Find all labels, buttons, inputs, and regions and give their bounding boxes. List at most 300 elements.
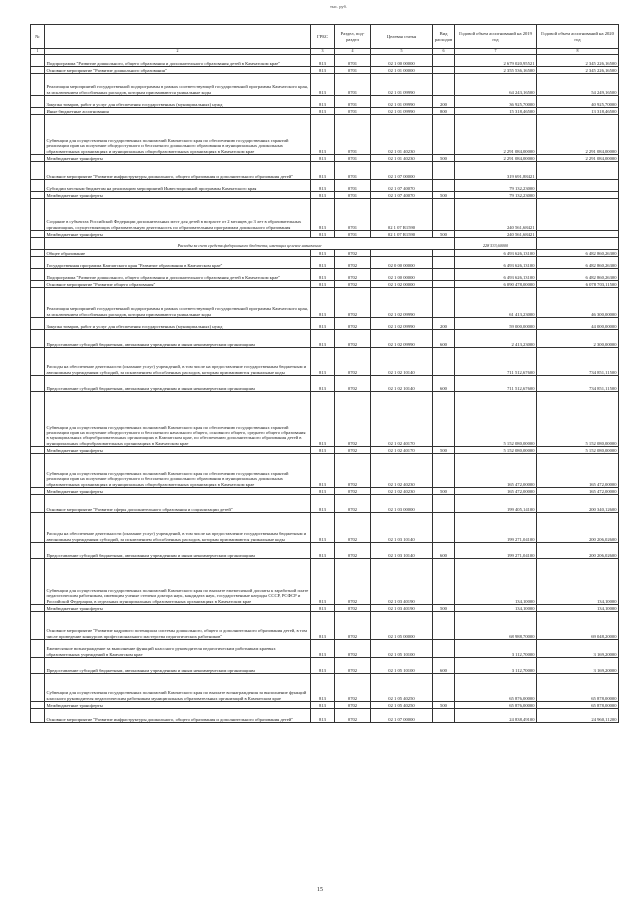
cell-no bbox=[31, 318, 45, 330]
cell-sum-2020: 2 291 084,00000 bbox=[537, 155, 619, 162]
cell-expense-type bbox=[433, 640, 455, 658]
cell-no bbox=[31, 513, 45, 543]
cell-sum-2020 bbox=[537, 162, 619, 180]
cell-sum-2020 bbox=[537, 199, 619, 231]
cell-sum-2020: 2 291 084,00000 bbox=[537, 115, 619, 155]
cell-target: 02 1 05 10100 bbox=[371, 658, 433, 674]
cell-name: Субвенции для осуществления государственных полномочий Камчатского края по обеспечению государственных гарантий реализации прав на получение общедоступного и бесплатного дошкольного образования в муниципальных дошкольных образовательных организациях и муниципальных общеобразовательных организациях в Камчатском крае bbox=[45, 115, 311, 155]
cell-name: Межбюджетные трансферты bbox=[45, 447, 311, 454]
cell-expense-type bbox=[433, 392, 455, 447]
table-row bbox=[31, 96, 619, 108]
cell-no bbox=[31, 238, 45, 250]
cell-target: 02 1 02 09990 bbox=[371, 330, 433, 348]
cell-target: 02 1 05 10100 bbox=[371, 640, 433, 658]
cell-expense-type: 500 bbox=[433, 192, 455, 199]
cell-grbs: 813 bbox=[311, 330, 335, 348]
cell-grbs: 813 bbox=[311, 488, 335, 495]
budget-page bbox=[30, 24, 618, 723]
cell-sum-2020: 5 152 080,00000 bbox=[537, 447, 619, 454]
cell-sum-2020: 734 851,11500 bbox=[537, 376, 619, 392]
cell-target: 02 1 03 00000 bbox=[371, 495, 433, 513]
table-row bbox=[31, 488, 619, 495]
cell-grbs: 813 bbox=[311, 269, 335, 281]
cell-sum-2019: 2 413,23000 bbox=[455, 330, 537, 348]
cell-no bbox=[31, 640, 45, 658]
cell-sum-2019: 59 000,00000 bbox=[455, 318, 537, 330]
cell-section: 0701 bbox=[335, 67, 371, 74]
cell-grbs: 813 bbox=[311, 454, 335, 488]
cell-section: 0702 bbox=[335, 392, 371, 447]
cell-no bbox=[31, 115, 45, 155]
cell-no bbox=[31, 495, 45, 513]
cell-expense-type bbox=[433, 674, 455, 702]
cell-grbs: 813 bbox=[311, 318, 335, 330]
cell-no bbox=[31, 348, 45, 376]
cell-grbs: 813 bbox=[311, 348, 335, 376]
cell-section: 0702 bbox=[335, 376, 371, 392]
cell-no bbox=[31, 162, 45, 180]
cell-grbs: 813 bbox=[311, 674, 335, 702]
cell-name: Закупка товаров, работ и услуг для обеспечения государственных (муниципальных) нужд bbox=[45, 96, 311, 108]
cell-expense-type: 500 bbox=[433, 155, 455, 162]
cell-section: 0702 bbox=[335, 288, 371, 318]
cell-sum-2019: 240 561,68421 bbox=[455, 231, 537, 238]
cell-section: 0702 bbox=[335, 488, 371, 495]
cell-name: Основное мероприятие "Развитие кадрового потенциала системы дошкольного, общего и дополнительного образования детей, в том числе проведение конкурсов профессионального мастерства педагогических работников" bbox=[45, 612, 311, 640]
cell-name: Межбюджетные трансферты bbox=[45, 192, 311, 199]
cell-grbs: 813 bbox=[311, 709, 335, 723]
cell-section: 0702 bbox=[335, 318, 371, 330]
table-row bbox=[31, 180, 619, 192]
cell-sum-2019: 134,10000 bbox=[455, 559, 537, 605]
cell-sum-2020: 165 472,00000 bbox=[537, 454, 619, 488]
cell-sum-2019: 2 679 020,95521 bbox=[455, 55, 537, 67]
cell-sum-2020 bbox=[537, 180, 619, 192]
cell-section: 0701 bbox=[335, 180, 371, 192]
cell-expense-type bbox=[433, 281, 455, 288]
cell-target: 02 1 01 40230 bbox=[371, 155, 433, 162]
cell-expense-type bbox=[433, 709, 455, 723]
cell-expense-type bbox=[433, 559, 455, 605]
cell-target: 02 1 01 09990 bbox=[371, 74, 433, 96]
cell-grbs: 813 bbox=[311, 640, 335, 658]
cell-sum-2019: 61 413,23000 bbox=[455, 288, 537, 318]
cell-note: Расходы за счет средств федерального бюджета, имеющих целевое назначение bbox=[45, 238, 455, 250]
cell-sum-2020: 6 482 860,26300 bbox=[537, 269, 619, 281]
cell-no bbox=[31, 250, 45, 257]
budget-table bbox=[30, 24, 619, 723]
cell-name: Субвенции для осуществления государственных полномочий Камчатского края по выплате вознаграждения за выполнение функций классного руководителя педагогическим работникам муниципальных образовательных организаций в Камчатском крае bbox=[45, 674, 311, 702]
cell-sum-2019: 2 291 084,00000 bbox=[455, 115, 537, 155]
cell-no bbox=[31, 543, 45, 559]
cell-section: 0701 bbox=[335, 155, 371, 162]
col-index: 7 bbox=[455, 49, 537, 55]
cell-expense-type: 600 bbox=[433, 658, 455, 674]
cell-section: 0702 bbox=[335, 269, 371, 281]
table-row bbox=[31, 709, 619, 723]
cell-no bbox=[31, 330, 45, 348]
cell-target: 02 1 02 40230 bbox=[371, 454, 433, 488]
cell-grbs: 813 bbox=[311, 257, 335, 269]
cell-grbs: 813 bbox=[311, 162, 335, 180]
cell-section: 0702 bbox=[335, 612, 371, 640]
table-row bbox=[31, 257, 619, 269]
cell-no bbox=[31, 199, 45, 231]
table-row bbox=[31, 115, 619, 155]
cell-grbs: 813 bbox=[311, 55, 335, 67]
table-row bbox=[31, 288, 619, 318]
cell-sum-2020: 44 000,00000 bbox=[537, 318, 619, 330]
table-row bbox=[31, 447, 619, 454]
table-row bbox=[31, 281, 619, 288]
col-index: 1 bbox=[31, 49, 45, 55]
cell-grbs: 813 bbox=[311, 605, 335, 612]
cell-sum-2020: 69 048,20000 bbox=[537, 612, 619, 640]
cell-name: Общее образование bbox=[45, 250, 311, 257]
cell-sum-2020: 65 878,00000 bbox=[537, 702, 619, 709]
cell-target: 02 1 03 10140 bbox=[371, 513, 433, 543]
table-row bbox=[31, 702, 619, 709]
cell-no bbox=[31, 180, 45, 192]
cell-sum-2019: 165 472,00000 bbox=[455, 454, 537, 488]
cell-sum-2019: 65 876,00000 bbox=[455, 674, 537, 702]
cell-section: 0702 bbox=[335, 709, 371, 723]
cell-name: Реализация мероприятий государственной подпрограммы в рамках соответствующей государственной программы Камчатского края, за исключением обособленных расходов, которым присваиваются уникальные коды bbox=[45, 288, 311, 318]
cell-grbs: 813 bbox=[311, 495, 335, 513]
table-row bbox=[31, 392, 619, 447]
cell-no bbox=[31, 257, 45, 269]
cell-expense-type bbox=[433, 288, 455, 318]
cell-expense-type bbox=[433, 67, 455, 74]
cell-section: 0702 bbox=[335, 605, 371, 612]
cell-no bbox=[31, 67, 45, 74]
cell-sum-2020 bbox=[537, 192, 619, 199]
cell-expense-type: 500 bbox=[433, 231, 455, 238]
cell-target: 02 1 01 40230 bbox=[371, 115, 433, 155]
cell-sum-2020: 2 345 226,16500 bbox=[537, 67, 619, 74]
cell-sum-2019: 199 405,14100 bbox=[455, 495, 537, 513]
cell-target: 02 1 03 10140 bbox=[371, 543, 433, 559]
cell-sum-2019: 5 152 080,00000 bbox=[455, 447, 537, 454]
cell-expense-type bbox=[433, 495, 455, 513]
cell-section: 0702 bbox=[335, 559, 371, 605]
col-index: 2 bbox=[45, 49, 311, 55]
cell-name: Межбюджетные трансферты bbox=[45, 605, 311, 612]
cell-sum-2019: 6 493 626,13100 bbox=[455, 269, 537, 281]
cell-sum-2020: 6 078 703,11500 bbox=[537, 281, 619, 288]
cell-grbs: 813 bbox=[311, 513, 335, 543]
table-body bbox=[31, 55, 619, 723]
cell-target: 02 1 02 40170 bbox=[371, 392, 433, 447]
cell-section: 0702 bbox=[335, 281, 371, 288]
cell-expense-type bbox=[433, 74, 455, 96]
col-index: 4 bbox=[335, 49, 371, 55]
cell-no bbox=[31, 155, 45, 162]
cell-name: Расходы на обеспечение деятельности (оказание услуг) учреждений, в том числе на предоставление государственным бюджетным и автономным учреждениям субсидий, за исключением обособленных расходов, которым присваиваются уникальные коды bbox=[45, 513, 311, 543]
cell-name: Закупка товаров, работ и услуг для обеспечения государственных (муниципальных) нужд bbox=[45, 318, 311, 330]
cell-section: 0701 bbox=[335, 96, 371, 108]
cell-target: 02 1 05 00000 bbox=[371, 612, 433, 640]
table-row bbox=[31, 318, 619, 330]
cell-name: Предоставление субсидий бюджетным, автономным учреждениям и иным некоммерческим организациям bbox=[45, 543, 311, 559]
cell-name: Предоставление субсидий бюджетным, автономным учреждениям и иным некоммерческим организациям bbox=[45, 376, 311, 392]
cell-target: 02 1 01 09990 bbox=[371, 96, 433, 108]
cell-name: Межбюджетные трансферты bbox=[45, 488, 311, 495]
cell-no bbox=[31, 269, 45, 281]
cell-name: Подпрограмма "Развитие дошкольного, общего образования и дополнительного образования детей в Камчатском крае" bbox=[45, 269, 311, 281]
cell-expense-type bbox=[433, 513, 455, 543]
cell-grbs: 813 bbox=[311, 180, 335, 192]
cell-section: 0701 bbox=[335, 74, 371, 96]
header-section: Раздел, под-раздел bbox=[335, 25, 371, 49]
cell-grbs: 813 bbox=[311, 658, 335, 674]
cell-grbs: 813 bbox=[311, 447, 335, 454]
cell-target: 02 1 00 00000 bbox=[371, 269, 433, 281]
cell-target bbox=[371, 250, 433, 257]
units-note: тыс. руб. bbox=[330, 4, 348, 9]
cell-sum-2020: 2 345 226,16500 bbox=[537, 55, 619, 67]
cell-target: 02 0 00 00000 bbox=[371, 257, 433, 269]
table-row bbox=[31, 250, 619, 257]
cell-target: 02 1 07 00000 bbox=[371, 709, 433, 723]
cell-no bbox=[31, 192, 45, 199]
cell-grbs: 813 bbox=[311, 281, 335, 288]
cell-grbs: 813 bbox=[311, 192, 335, 199]
cell-sum-2019: 711 512,67600 bbox=[455, 376, 537, 392]
cell-no bbox=[31, 392, 45, 447]
header-name bbox=[45, 25, 311, 49]
cell-sum-2020: 200 206,02600 bbox=[537, 543, 619, 559]
table-row bbox=[31, 67, 619, 74]
cell-section: 0702 bbox=[335, 674, 371, 702]
table-row bbox=[31, 238, 619, 250]
cell-sum-2019: 64 243,16500 bbox=[455, 74, 537, 96]
cell-sum-2019: 134,10000 bbox=[455, 605, 537, 612]
cell-name: Межбюджетные трансферты bbox=[45, 702, 311, 709]
cell-grbs: 813 bbox=[311, 199, 335, 231]
cell-sum-2019: 3 112,70000 bbox=[455, 658, 537, 674]
table-row bbox=[31, 162, 619, 180]
cell-grbs: 813 bbox=[311, 250, 335, 257]
cell-sum-2020: 200 206,02600 bbox=[537, 513, 619, 543]
cell-sum-2019: 3 112,70000 bbox=[455, 640, 537, 658]
cell-grbs: 813 bbox=[311, 543, 335, 559]
cell-target: 02 1 00 00000 bbox=[371, 55, 433, 67]
cell-expense-type bbox=[433, 269, 455, 281]
cell-sum-2020: 5 152 080,00000 bbox=[537, 392, 619, 447]
cell-grbs: 813 bbox=[311, 67, 335, 74]
table-row bbox=[31, 674, 619, 702]
table-row bbox=[31, 605, 619, 612]
cell-sum-2019: 6 493 626,13100 bbox=[455, 250, 537, 257]
cell-name: Предоставление субсидий бюджетным, автономным учреждениям и иным некоммерческим организациям bbox=[45, 330, 311, 348]
cell-name: Подпрограмма "Развитие дошкольного, общего образования и дополнительного образования детей в Камчатском крае" bbox=[45, 55, 311, 67]
cell-sum-2019: 319 691,88421 bbox=[455, 162, 537, 180]
cell-expense-type bbox=[433, 115, 455, 155]
cell-expense-type: 600 bbox=[433, 543, 455, 559]
cell-expense-type: 500 bbox=[433, 702, 455, 709]
cell-section: 0702 bbox=[335, 513, 371, 543]
cell-grbs: 813 bbox=[311, 702, 335, 709]
cell-expense-type: 800 bbox=[433, 108, 455, 115]
cell-sum-2020 bbox=[537, 231, 619, 238]
cell-sum-2019: 5 152 080,00000 bbox=[455, 392, 537, 447]
cell-target: 02 1 02 09990 bbox=[371, 288, 433, 318]
cell-target: 02 1 07 40070 bbox=[371, 180, 433, 192]
cell-sum-2019: 15 318,46500 bbox=[455, 108, 537, 115]
cell-target: 02 1 05 40250 bbox=[371, 674, 433, 702]
cell-target: 02 1 01 09990 bbox=[371, 108, 433, 115]
table-row bbox=[31, 199, 619, 231]
cell-sum-2020: 134,10000 bbox=[537, 605, 619, 612]
cell-grbs: 813 bbox=[311, 155, 335, 162]
cell-target: 02 1 02 40230 bbox=[371, 488, 433, 495]
cell-target: 02 1 02 10140 bbox=[371, 376, 433, 392]
cell-target: 02 1 01 00000 bbox=[371, 67, 433, 74]
table-row bbox=[31, 612, 619, 640]
table-row bbox=[31, 330, 619, 348]
cell-expense-type bbox=[433, 55, 455, 67]
cell-expense-type: 200 bbox=[433, 318, 455, 330]
cell-name: Субсидии местным бюджетам на реализацию мероприятий Инвестиционной программы Камчатского края bbox=[45, 180, 311, 192]
cell-target: 02 1 03 40190 bbox=[371, 559, 433, 605]
cell-sum-2019: 199 271,04100 bbox=[455, 513, 537, 543]
cell-section: 0702 bbox=[335, 495, 371, 513]
cell-grbs: 813 bbox=[311, 96, 335, 108]
cell-grbs: 813 bbox=[311, 108, 335, 115]
cell-expense-type: 500 bbox=[433, 488, 455, 495]
cell-section: 0701 bbox=[335, 108, 371, 115]
cell-no bbox=[31, 709, 45, 723]
table-row bbox=[31, 269, 619, 281]
cell-section: 0702 bbox=[335, 543, 371, 559]
cell-no bbox=[31, 281, 45, 288]
col-index: 3 bbox=[311, 49, 335, 55]
cell-sum-2019: 36 925,70000 bbox=[455, 96, 537, 108]
cell-section: 0702 bbox=[335, 447, 371, 454]
table-row bbox=[31, 376, 619, 392]
cell-section: 0701 bbox=[335, 162, 371, 180]
cell-section: 0701 bbox=[335, 199, 371, 231]
cell-sum-2019: 6 493 626,13100 bbox=[455, 257, 537, 269]
table-row bbox=[31, 658, 619, 674]
cell-section: 0702 bbox=[335, 257, 371, 269]
cell-expense-type bbox=[433, 257, 455, 269]
table-row bbox=[31, 513, 619, 543]
cell-grbs: 813 bbox=[311, 288, 335, 318]
cell-no bbox=[31, 288, 45, 318]
cell-section: 0702 bbox=[335, 348, 371, 376]
cell-sum-2020: 165 472,00000 bbox=[537, 488, 619, 495]
cell-expense-type bbox=[433, 250, 455, 257]
cell-name: Ежемесячное вознаграждение за выполнение функций классного руководителя педагогическим работникам краевых образовательных учреждений в Камчатском крае bbox=[45, 640, 311, 658]
cell-sum-2020: 200 340,12600 bbox=[537, 495, 619, 513]
table-row bbox=[31, 155, 619, 162]
cell-sum-2020: 3 169,20000 bbox=[537, 658, 619, 674]
cell-sum-2020: 40 925,70000 bbox=[537, 96, 619, 108]
cell-section: 0701 bbox=[335, 192, 371, 199]
cell-name: Государственная программа Камчатского края "Развитие образования в Камчатском крае" bbox=[45, 257, 311, 269]
table-row bbox=[31, 543, 619, 559]
cell-no bbox=[31, 96, 45, 108]
cell-sum-2019: 228 533,60000 bbox=[455, 238, 537, 250]
cell-no bbox=[31, 658, 45, 674]
cell-no bbox=[31, 231, 45, 238]
cell-no bbox=[31, 702, 45, 709]
cell-no bbox=[31, 447, 45, 454]
cell-sum-2019: 2 291 084,00000 bbox=[455, 155, 537, 162]
table-row bbox=[31, 108, 619, 115]
cell-target: 02 1 07 R1590 bbox=[371, 199, 433, 231]
cell-expense-type bbox=[433, 162, 455, 180]
cell-expense-type: 600 bbox=[433, 376, 455, 392]
cell-grbs: 813 bbox=[311, 376, 335, 392]
table-row bbox=[31, 192, 619, 199]
cell-expense-type bbox=[433, 612, 455, 640]
header-grbs: ГРБС bbox=[311, 25, 335, 49]
cell-no bbox=[31, 559, 45, 605]
cell-sum-2020: 134,10000 bbox=[537, 559, 619, 605]
cell-expense-type: 500 bbox=[433, 447, 455, 454]
cell-name: Иные бюджетные ассигнования bbox=[45, 108, 311, 115]
cell-name: Создание в субъектах Российской Федерации дополнительных мест для детей в возрасте от 2 месяцев до 3 лет в образовательных организациях, осуществляющих образовательную деятельность по образовательным программам дошкольного образования bbox=[45, 199, 311, 231]
cell-no bbox=[31, 108, 45, 115]
cell-expense-type: 600 bbox=[433, 330, 455, 348]
cell-target: 02 1 07 R1590 bbox=[371, 231, 433, 238]
table-row bbox=[31, 495, 619, 513]
cell-expense-type: 200 bbox=[433, 96, 455, 108]
cell-name: Субвенции для осуществления государственных полномочий Камчатского края по обеспечению государственных гарантий реализации прав на получение общедоступного и бесплатного дошкольного образования в муниципальных дошкольных образовательных организациях и муниципальных общеобразовательных организациях в Камчатском крае bbox=[45, 454, 311, 488]
cell-section: 0702 bbox=[335, 658, 371, 674]
cell-sum-2019: 240 561,68421 bbox=[455, 199, 537, 231]
table-row bbox=[31, 55, 619, 67]
cell-sum-2019: 711 512,67600 bbox=[455, 348, 537, 376]
cell-no bbox=[31, 74, 45, 96]
cell-section: 0702 bbox=[335, 330, 371, 348]
cell-name: Субвенции для осуществления государственных полномочий Камчатского края по выплате ежемесячной доплаты к заработной плате педагогическим работникам, имеющим ученые степени доктора наук, кандидата наук, государственные награды СССР, РСФСР и Российской Федерации, в отдельных муниципальных образовательных организациях в Камчатском крае bbox=[45, 559, 311, 605]
cell-sum-2020: 54 249,16500 bbox=[537, 74, 619, 96]
cell-sum-2020: 13 318,46500 bbox=[537, 108, 619, 115]
cell-no bbox=[31, 488, 45, 495]
cell-name: Основное мероприятие "Развитие дошкольного образования" bbox=[45, 67, 311, 74]
cell-no bbox=[31, 55, 45, 67]
cell-grbs: 813 bbox=[311, 231, 335, 238]
cell-sum-2020: 46 300,00000 bbox=[537, 288, 619, 318]
cell-sum-2019: 68 988,70000 bbox=[455, 612, 537, 640]
cell-target: 02 1 02 10140 bbox=[371, 348, 433, 376]
cell-name: Основное мероприятие "Развитие сферы дополнительного образования и социализации детей" bbox=[45, 495, 311, 513]
cell-sum-2019: 24 838,49100 bbox=[455, 709, 537, 723]
cell-sum-2020: 24 960,11200 bbox=[537, 709, 619, 723]
cell-target: 02 1 07 40070 bbox=[371, 192, 433, 199]
col-index: 5 bbox=[371, 49, 433, 55]
cell-target: 02 1 02 40170 bbox=[371, 447, 433, 454]
cell-name: Основное мероприятие "Развитие общего образования" bbox=[45, 281, 311, 288]
cell-section: 0702 bbox=[335, 250, 371, 257]
cell-no bbox=[31, 674, 45, 702]
cell-target: 02 1 07 00000 bbox=[371, 162, 433, 180]
cell-sum-2019: 6 090 478,00000 bbox=[455, 281, 537, 288]
cell-sum-2020: 3 169,20000 bbox=[537, 640, 619, 658]
col-index: 8 bbox=[537, 49, 619, 55]
cell-sum-2019: 2 355 536,16500 bbox=[455, 67, 537, 74]
cell-expense-type bbox=[433, 348, 455, 376]
cell-sum-2020: 65 878,00000 bbox=[537, 674, 619, 702]
cell-sum-2020: 6 482 860,26300 bbox=[537, 257, 619, 269]
cell-sum-2019: 65 876,00000 bbox=[455, 702, 537, 709]
cell-sum-2019: 79 132,23000 bbox=[455, 180, 537, 192]
cell-name: Основное мероприятие "Развитие инфраструктуры дошкольного, общего образования и дополнительного образования детей" bbox=[45, 162, 311, 180]
